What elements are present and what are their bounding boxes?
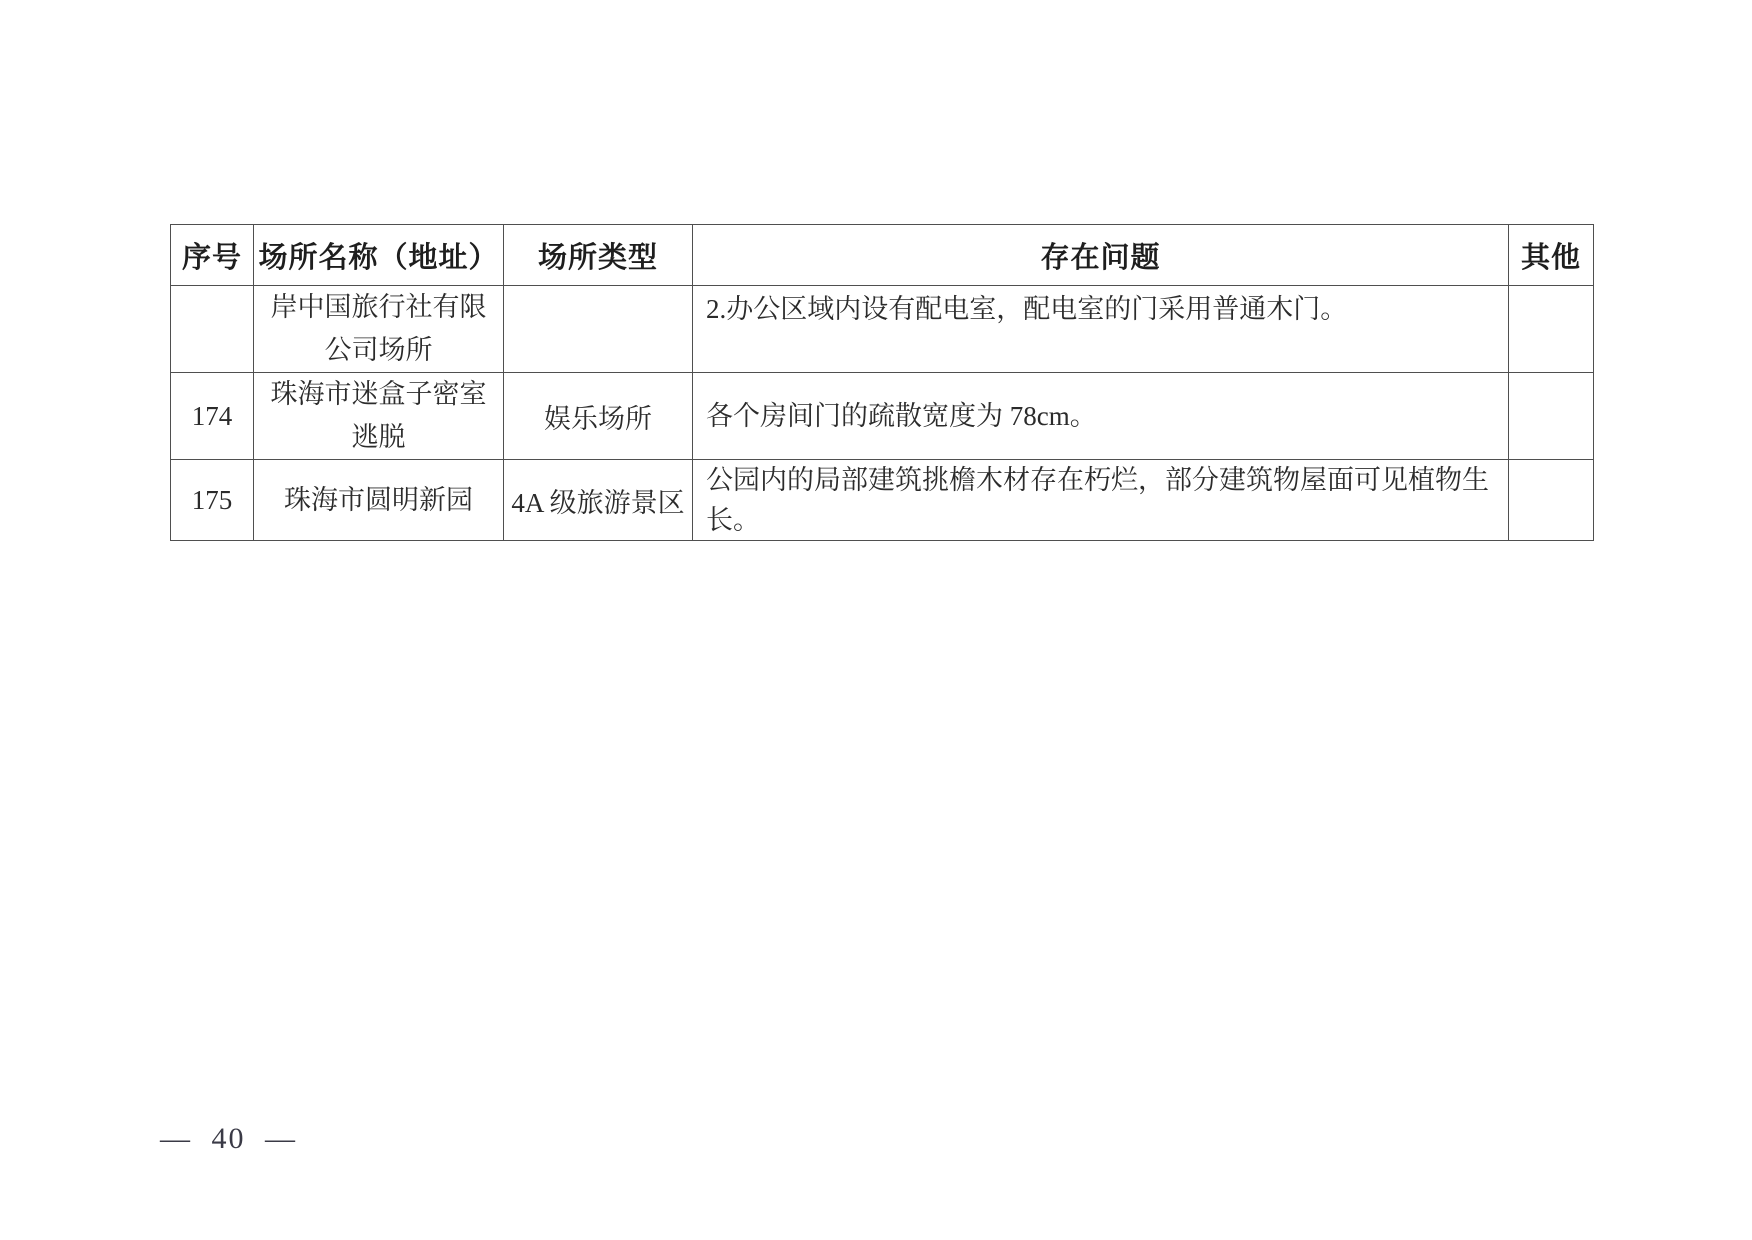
other-cell (1509, 373, 1594, 460)
name-cell: 珠海市圆明新园 (254, 460, 504, 541)
problem-cell: 公园内的局部建筑挑檐木材存在朽烂，部分建筑物屋面可见植物生长。 (693, 460, 1509, 541)
problem-cell: 2.办公区域内设有配电室，配电室的门采用普通木门。 (693, 286, 1509, 373)
type-cell (504, 286, 693, 373)
col-header-type: 场所类型 (504, 225, 693, 286)
type-cell: 4A 级旅游景区 (504, 460, 693, 541)
col-header-problem: 存在问题 (693, 225, 1509, 286)
other-cell (1509, 286, 1594, 373)
other-cell (1509, 460, 1594, 541)
seq-cell: 174 (171, 373, 254, 460)
table-header-row (171, 225, 1594, 286)
problem-cell: 各个房间门的疏散宽度为 78cm。 (693, 373, 1509, 460)
seq-cell: 175 (171, 460, 254, 541)
name-cell: 岸中国旅行社有限公司场所 (254, 286, 504, 373)
page-number: — 40 — (160, 1122, 297, 1155)
seq-cell (171, 286, 254, 373)
name-cell: 珠海市迷盒子密室逃脱 (254, 373, 504, 460)
col-header-seq: 序号 (171, 225, 254, 286)
type-cell: 娱乐场所 (504, 373, 693, 460)
table-row-175 (171, 460, 1594, 541)
table-row-174 (171, 373, 1594, 460)
col-header-name: 场所名称（地址） (254, 225, 504, 286)
col-header-other: 其他 (1509, 225, 1594, 286)
venue-issues-table (170, 224, 1594, 541)
table-row-continuation (171, 286, 1594, 373)
